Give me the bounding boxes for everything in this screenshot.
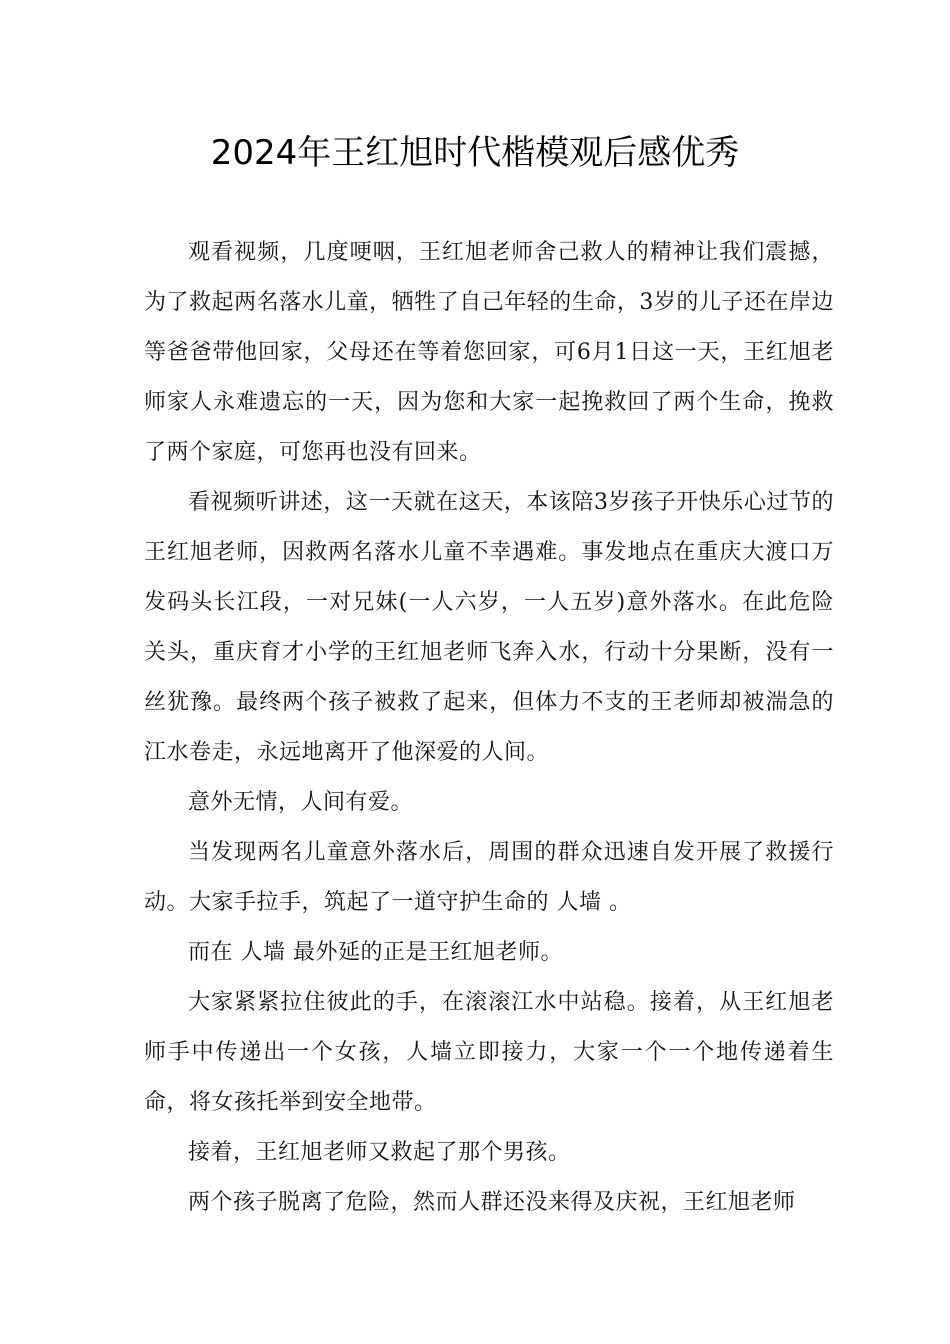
document-title: 2024年王红旭时代楷模观后感优秀: [210, 133, 740, 173]
paragraph: 接着，王红旭老师又救起了那个男孩。: [188, 1140, 571, 1165]
paragraph: 观看视频，几度哽咽，王红旭老师舍己救人的精神让我们震撼，为了救起两名落水儿童，牺牲了自己年轻的生命，3岁的儿子还在岸边等爸爸带他回家，父母还在等着您回家，可6月1日这一天，王红旭老师家人永难遗忘的一天，因为您和大家一起挽救回了两个生命，挽救了两个家庭，可您再也没有回来。: [144, 240, 834, 465]
document-body: [144, 228, 834, 1228]
paragraph: 大家紧紧拉住彼此的手，在滚滚江水中站稳。接着，从王红旭老师手中传递出一个女孩，人墙立即接力，大家一个一个地传递着生命，将女孩托举到安全地带。: [144, 990, 834, 1115]
paragraph: 两个孩子脱离了危险，然而人群还没来得及庆祝，王红旭老师: [188, 1190, 796, 1215]
paragraph: 当发现两名儿童意外落水后，周围的群众迅速自发开展了救援行动。大家手拉手，筑起了一道守护生命的 人墙 。: [144, 840, 834, 915]
paragraph: 看视频听讲述，这一天就在这天，本该陪3岁孩子开快乐心过节的王红旭老师，因救两名落水儿童不幸遇难。事发地点在重庆大渡口万发码头长江段，一对兄妹(一人六岁，一人五岁)意外落水。在此危险关头，重庆育才小学的王红旭老师飞奔入水，行动十分果断，没有一丝犹豫。最终两个孩子被救了起来，但体力不支的王老师却被湍急的江水卷走，永远地离开了他深爱的人间。: [144, 490, 834, 765]
paragraph: 意外无情，人间有爱。: [188, 790, 414, 815]
paragraph: 而在 人墙 最外延的正是王红旭老师。: [188, 940, 563, 965]
